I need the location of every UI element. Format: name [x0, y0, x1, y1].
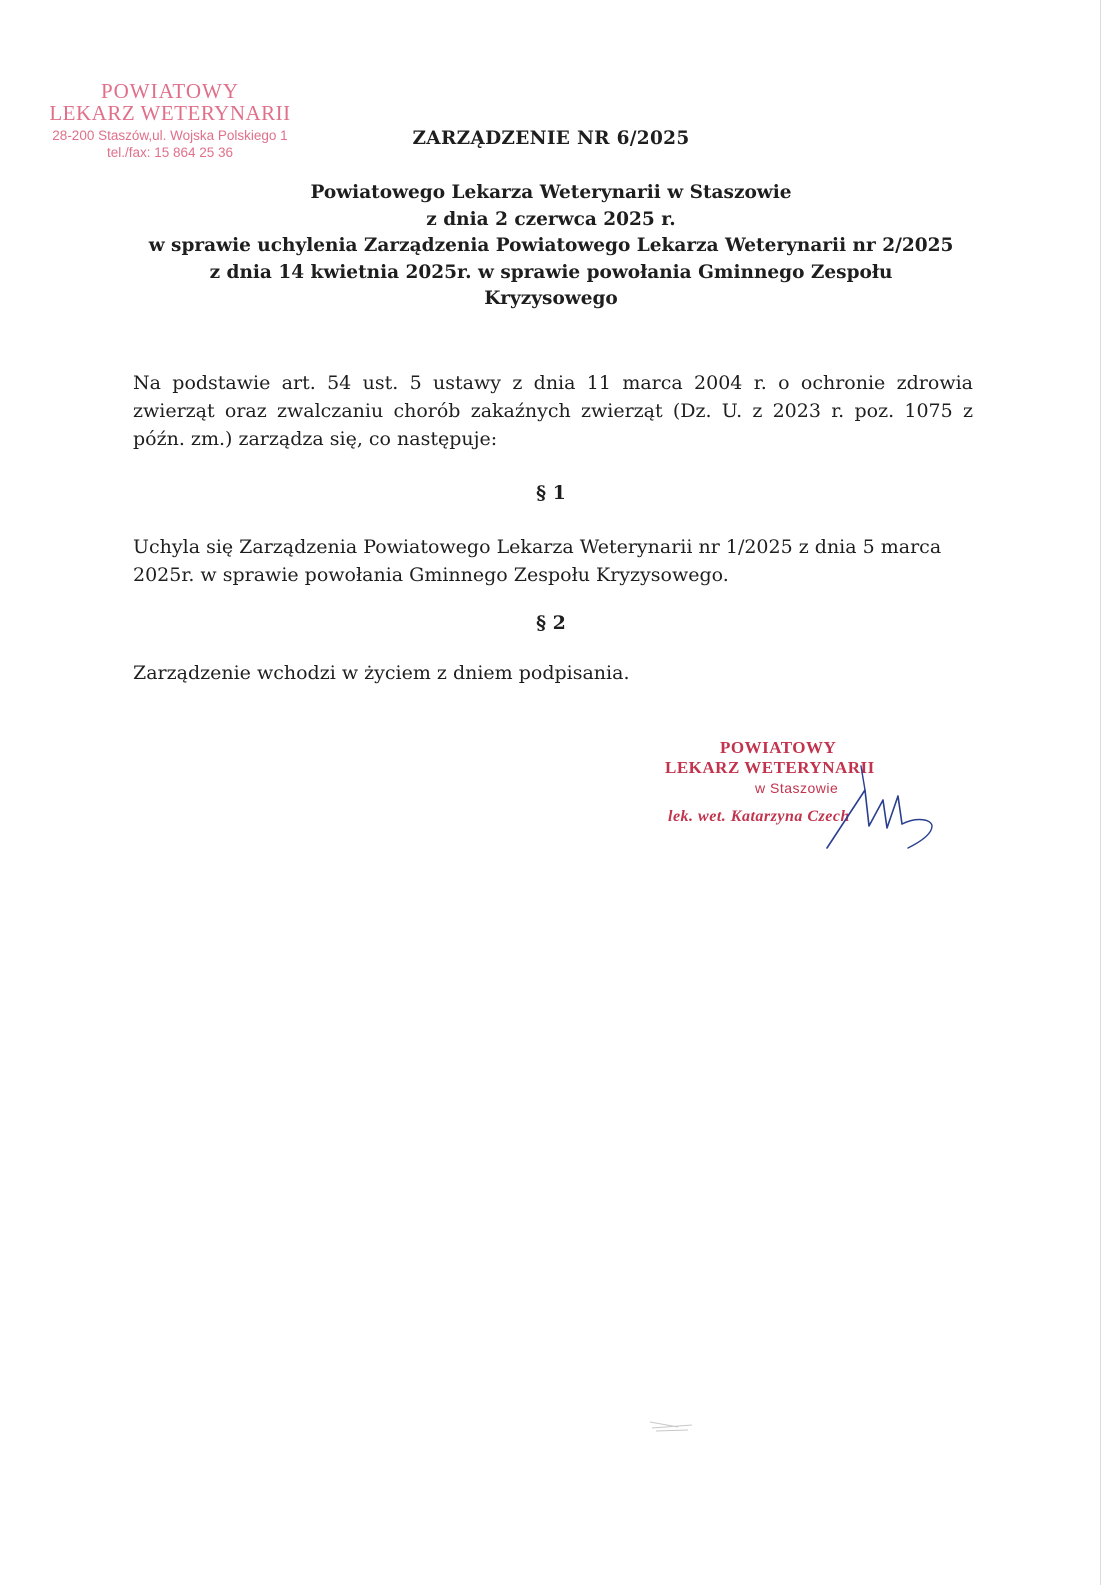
section-2-text [133, 659, 973, 687]
intro-line-3: późn. zm.) zarządza się, co następuje: [133, 428, 498, 450]
header-stamp-line1: POWIATOWY [100, 79, 240, 103]
intro-word: zakaźnych [470, 400, 571, 422]
signature-stamp-name: lek. wet. Katarzyna Czech [668, 808, 850, 825]
subtitle-line: z dnia 2 czerwca 2025 r. [426, 208, 676, 230]
header-stamp-line2: LEKARZ WETERYNARII [49, 101, 291, 125]
intro-word: art. [281, 372, 316, 394]
signature-stamp [640, 738, 940, 858]
intro-word: zwierząt [580, 400, 663, 422]
intro-word: ustawy [433, 372, 501, 394]
header-stamp-phone: tel./fax: 15 864 25 36 [106, 145, 234, 160]
legal-basis-paragraph [133, 369, 973, 453]
intro-word: 54 [327, 372, 352, 394]
intro-word: r. [753, 372, 767, 394]
signature-stamp-line2: LEKARZ WETERYNARII [665, 758, 875, 777]
intro-word: zwalczaniu [276, 400, 384, 422]
intro-line-2 [133, 397, 973, 425]
intro-word: marca [622, 372, 683, 394]
document-subtitle [0, 180, 1102, 313]
signature-stamp-line3: w Staszowie [755, 780, 839, 796]
subtitle-line: w sprawie uchylenia Zarządzenia Powiatowego Lekarza Weterynarii nr 2/2025 [148, 235, 954, 256]
intro-word: ust. [362, 372, 399, 394]
scan-artifact [648, 1418, 698, 1434]
intro-word: Na [133, 372, 161, 394]
section-1-line: 2025r. w sprawie powołania Gminnego Zespołu Kryzysowego. [133, 564, 729, 586]
intro-word: 1075 [904, 400, 953, 422]
intro-word: z [752, 400, 763, 422]
subtitle-line: Powiatowego Lekarza Weterynarii w Staszowie [310, 182, 792, 203]
intro-line-1 [133, 369, 973, 397]
intro-word: 11 [586, 372, 611, 394]
intro-word: zdrowia [896, 372, 973, 394]
subtitle-line: z dnia 14 kwietnia 2025r. w sprawie powołania Gminnego Zespołu [209, 261, 893, 283]
intro-word: 2023 [772, 400, 821, 422]
section-2-line: Zarządzenie wchodzi w życiem z dniem podpisania. [133, 662, 630, 684]
intro-word: 2004 [694, 372, 743, 394]
section-2-mark: § 2 [536, 612, 566, 634]
section-1-mark: § 1 [536, 482, 566, 504]
intro-word: (Dz. [672, 400, 712, 422]
intro-word: oraz [224, 400, 267, 422]
intro-word: z [962, 400, 973, 422]
intro-word: poz. [854, 400, 895, 422]
subtitle-line: Kryzysowego [484, 288, 618, 309]
intro-word: dnia [533, 372, 576, 394]
intro-word: 5 [409, 372, 422, 394]
intro-word: chorób [393, 400, 461, 422]
intro-word: r. [831, 400, 845, 422]
intro-word: podstawie [172, 372, 271, 394]
intro-word: z [512, 372, 523, 394]
intro-word: o [778, 372, 790, 394]
intro-word: ochronie [800, 372, 886, 394]
intro-word: U. [721, 400, 743, 422]
signature-stamp-line1: POWIATOWY [720, 738, 837, 757]
section-1-line: Uchyla się Zarządzenia Powiatowego Lekarza Weterynarii nr 1/2025 z dnia 5 marca [133, 536, 942, 558]
header-stamp-address: 28-200 Staszów,ul. Wojska Polskiego 1 [52, 128, 288, 143]
intro-word: zwierząt [133, 400, 215, 422]
handwritten-signature [640, 738, 940, 858]
section-1-text [133, 533, 973, 589]
document-title: ZARZĄDZENIE NR 6/2025 [412, 128, 690, 149]
